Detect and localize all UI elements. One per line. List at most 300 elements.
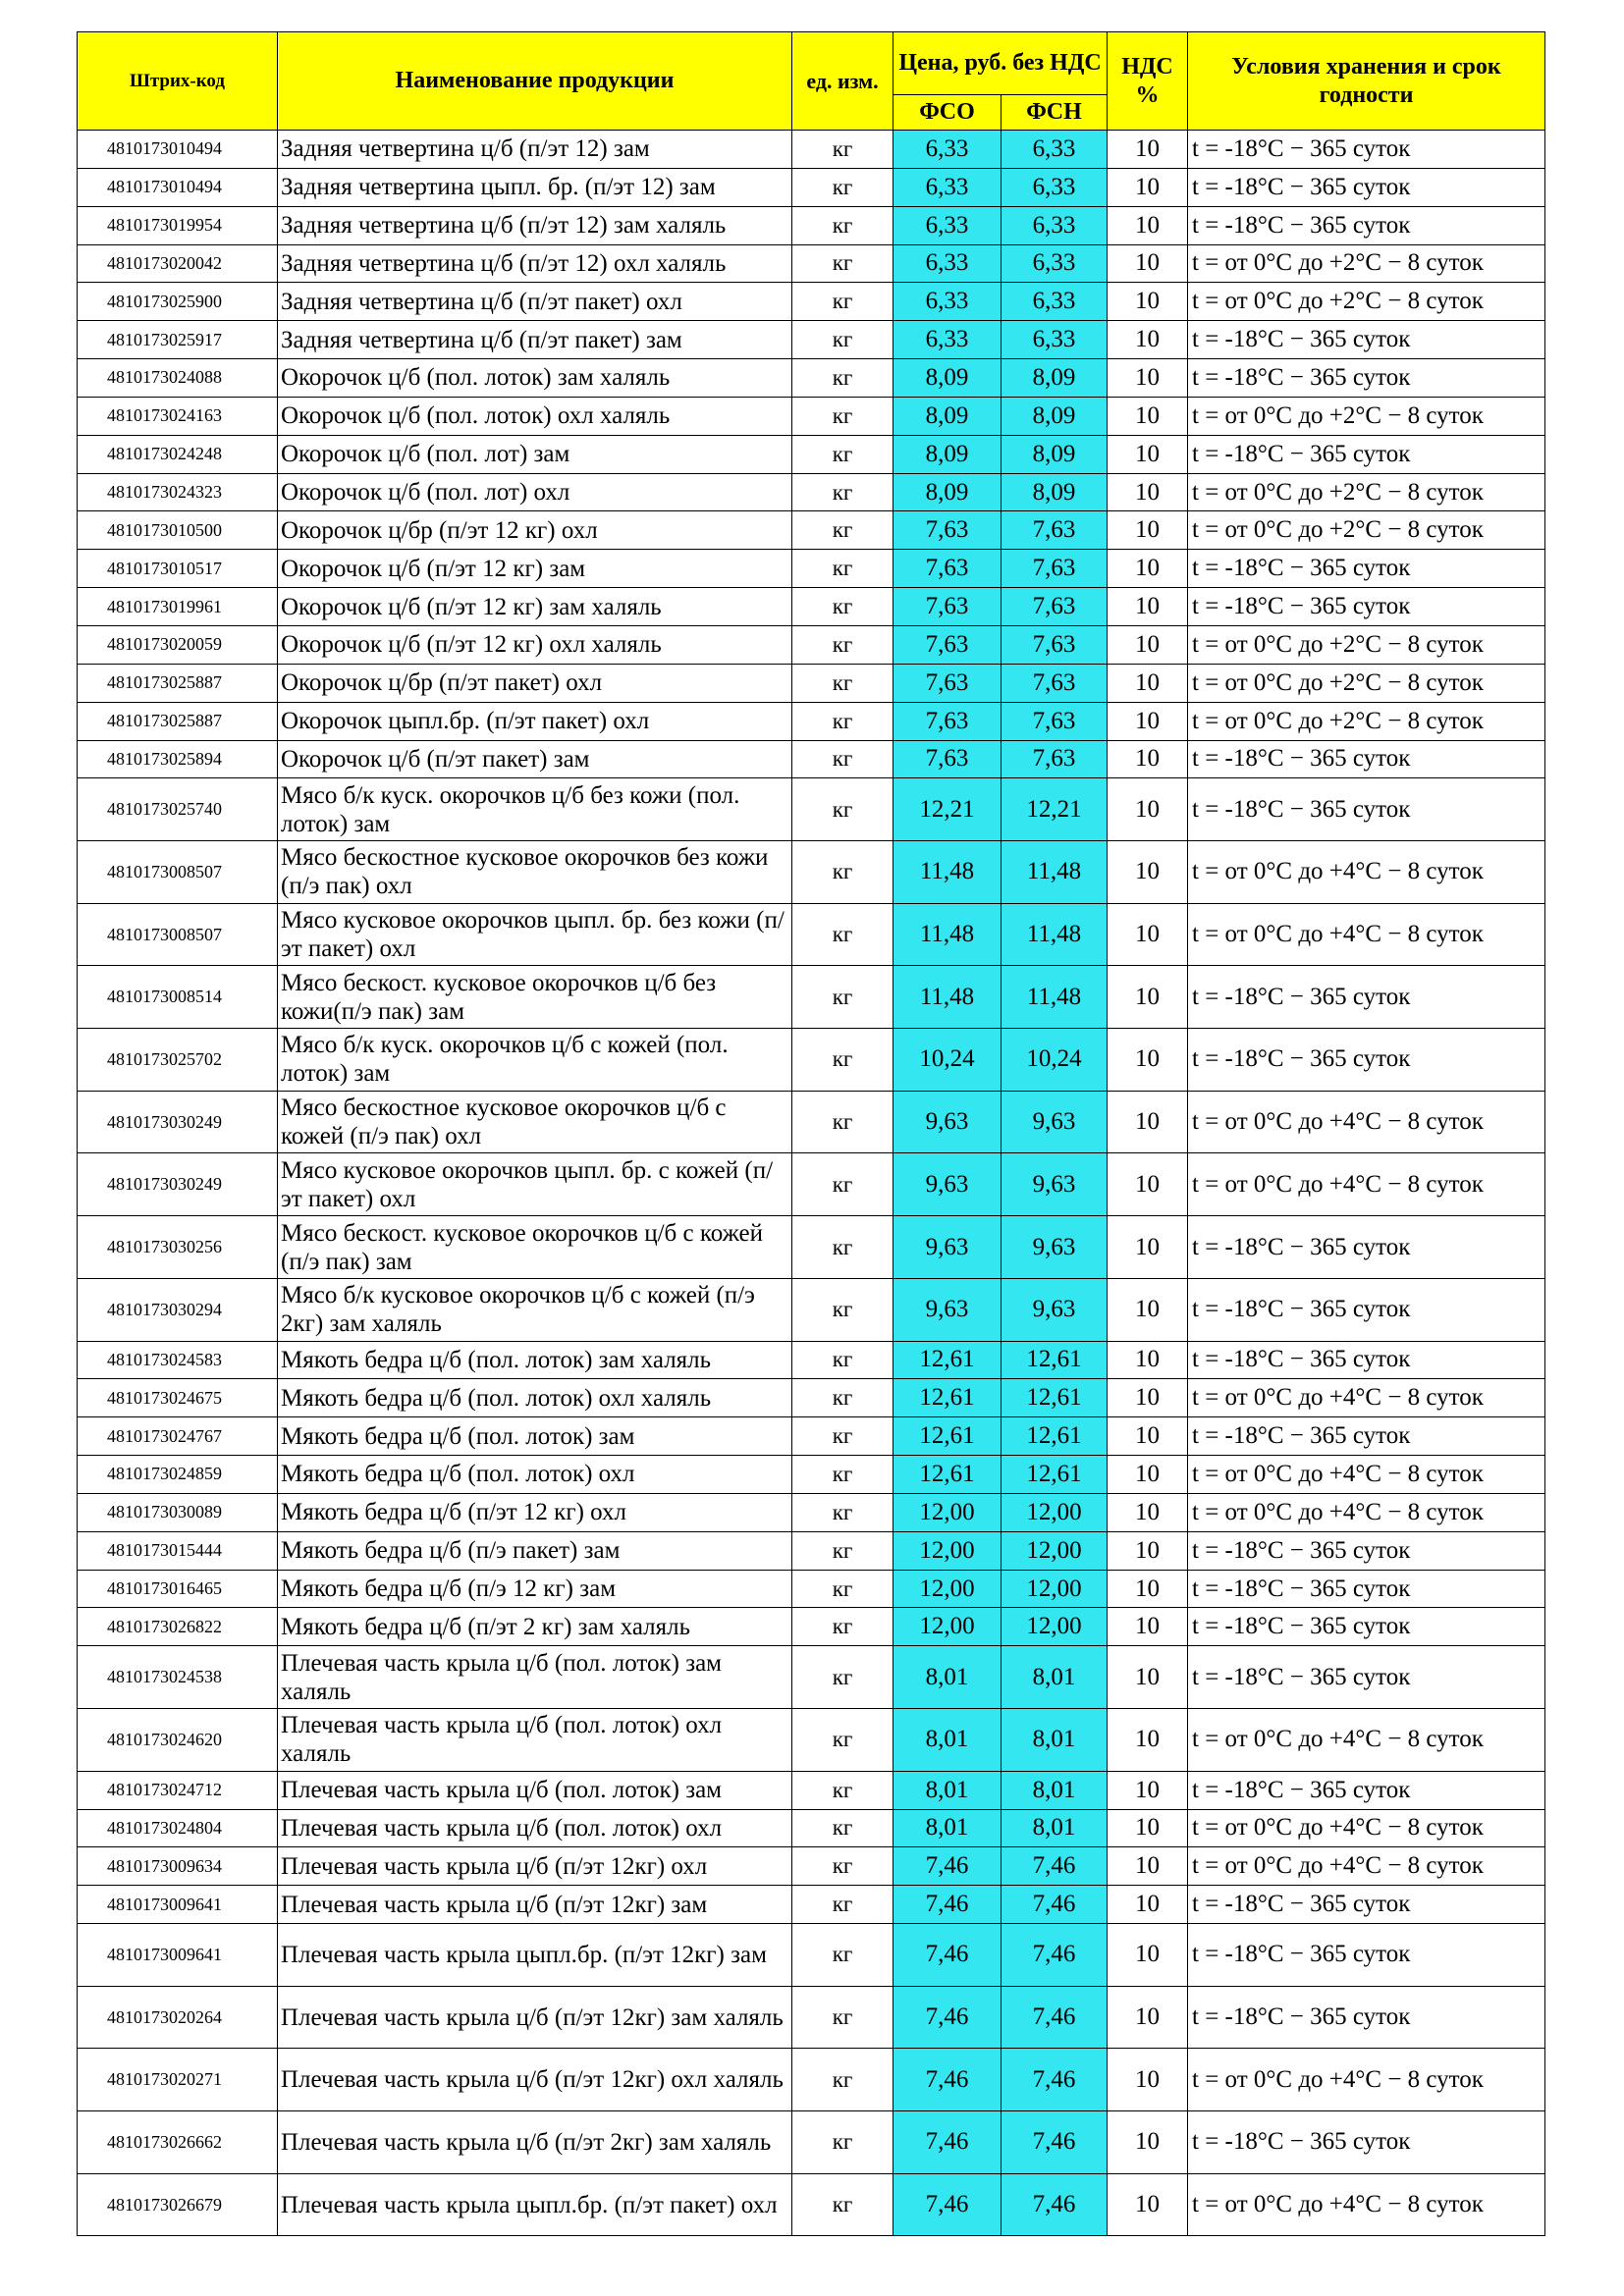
vat-cell: 10 bbox=[1108, 321, 1188, 359]
storage-cell: t = от 0°C до +2°C − 8 суток bbox=[1188, 244, 1545, 283]
vat-cell: 10 bbox=[1108, 702, 1188, 740]
price-fsn-cell: 6,33 bbox=[1001, 244, 1108, 283]
vat-cell: 10 bbox=[1108, 1091, 1188, 1153]
unit-cell: кг bbox=[792, 664, 893, 702]
table-row bbox=[78, 1091, 1545, 1153]
unit-cell: кг bbox=[792, 966, 893, 1029]
barcode-cell: 4810173030089 bbox=[78, 1493, 278, 1531]
product-name-cell: Окорочок ц/бр (п/эт пакет) охл bbox=[278, 664, 792, 702]
vat-cell: 10 bbox=[1108, 1379, 1188, 1417]
product-name-cell: Плечевая часть крыла ц/б (п/эт 2кг) зам халяль bbox=[278, 2111, 792, 2174]
price-fso-cell: 8,01 bbox=[893, 1646, 1001, 1709]
table-header bbox=[78, 32, 1545, 131]
unit-cell: кг bbox=[792, 1886, 893, 1924]
vat-cell: 10 bbox=[1108, 1646, 1188, 1709]
price-fsn-cell: 6,33 bbox=[1001, 168, 1108, 206]
storage-cell: t = от 0°C до +4°C − 8 суток bbox=[1188, 1809, 1545, 1847]
price-fsn-cell: 6,33 bbox=[1001, 131, 1108, 169]
product-name-cell: Окорочок ц/б (п/эт 12 кг) охл халяль bbox=[278, 625, 792, 664]
product-name-cell: Мясо бескостное кусковое окорочков без кожи (п/э пак) охл bbox=[278, 841, 792, 904]
unit-cell: кг bbox=[792, 1341, 893, 1379]
price-fso-cell: 12,00 bbox=[893, 1531, 1001, 1570]
price-fsn-cell: 7,63 bbox=[1001, 740, 1108, 778]
product-name-cell: Задняя четвертина ц/б (п/эт 12) зам халяль bbox=[278, 206, 792, 244]
unit-cell: кг bbox=[792, 1379, 893, 1417]
unit-cell: кг bbox=[792, 1531, 893, 1570]
unit-cell: кг bbox=[792, 1708, 893, 1771]
table-row bbox=[78, 1493, 1545, 1531]
price-fsn-cell: 12,21 bbox=[1001, 778, 1108, 841]
product-name-cell: Мясо бескост. кусковое окорочков ц/б без кожи(п/э пак) зам bbox=[278, 966, 792, 1029]
table-row bbox=[78, 1379, 1545, 1417]
product-name-cell: Окорочок ц/б (пол. лоток) охл халяль bbox=[278, 397, 792, 435]
vat-cell: 10 bbox=[1108, 841, 1188, 904]
vat-cell: 10 bbox=[1108, 131, 1188, 169]
vat-cell: 10 bbox=[1108, 778, 1188, 841]
table-row bbox=[78, 550, 1545, 588]
storage-cell: t = -18°C − 365 суток bbox=[1188, 1646, 1545, 1709]
vat-cell: 10 bbox=[1108, 1608, 1188, 1646]
vat-cell: 10 bbox=[1108, 625, 1188, 664]
product-name-cell: Мякоть бедра ц/б (пол. лоток) охл халяль bbox=[278, 1379, 792, 1417]
table-row bbox=[78, 1986, 1545, 2049]
product-name-cell: Мякоть бедра ц/б (пол. лоток) зам bbox=[278, 1417, 792, 1456]
storage-cell: t = -18°C − 365 суток bbox=[1188, 206, 1545, 244]
product-name-cell: Мякоть бедра ц/б (пол. лоток) зам халяль bbox=[278, 1341, 792, 1379]
price-fso-cell: 12,00 bbox=[893, 1493, 1001, 1531]
storage-cell: t = -18°C − 365 суток bbox=[1188, 778, 1545, 841]
vat-cell: 10 bbox=[1108, 1771, 1188, 1809]
table-row bbox=[78, 1809, 1545, 1847]
storage-cell: t = -18°C − 365 суток bbox=[1188, 321, 1545, 359]
vat-cell: 10 bbox=[1108, 740, 1188, 778]
unit-cell: кг bbox=[792, 511, 893, 550]
unit-cell: кг bbox=[792, 397, 893, 435]
storage-cell: t = -18°C − 365 суток bbox=[1188, 966, 1545, 1029]
unit-cell: кг bbox=[792, 131, 893, 169]
barcode-cell: 4810173024767 bbox=[78, 1417, 278, 1456]
header-price: Цена, руб. без НДС bbox=[893, 32, 1108, 95]
storage-cell: t = от 0°C до +2°C − 8 суток bbox=[1188, 664, 1545, 702]
barcode-cell: 4810173025887 bbox=[78, 664, 278, 702]
storage-cell: t = -18°C − 365 суток bbox=[1188, 740, 1545, 778]
price-fsn-cell: 12,00 bbox=[1001, 1608, 1108, 1646]
storage-cell: t = -18°C − 365 суток bbox=[1188, 1570, 1545, 1608]
barcode-cell: 4810173008514 bbox=[78, 966, 278, 1029]
barcode-cell: 4810173024088 bbox=[78, 359, 278, 398]
storage-cell: t = от 0°C до +2°C − 8 суток bbox=[1188, 473, 1545, 511]
header-name: Наименование продукции bbox=[278, 32, 792, 131]
storage-cell: t = -18°C − 365 суток bbox=[1188, 1417, 1545, 1456]
price-fso-cell: 10,24 bbox=[893, 1029, 1001, 1092]
table-row bbox=[78, 664, 1545, 702]
price-fso-cell: 8,01 bbox=[893, 1708, 1001, 1771]
table-row bbox=[78, 1771, 1545, 1809]
barcode-cell: 4810173026679 bbox=[78, 2173, 278, 2236]
price-fso-cell: 12,61 bbox=[893, 1456, 1001, 1494]
price-fso-cell: 9,63 bbox=[893, 1278, 1001, 1341]
barcode-cell: 4810173024620 bbox=[78, 1708, 278, 1771]
vat-cell: 10 bbox=[1108, 1847, 1188, 1886]
barcode-cell: 4810173010494 bbox=[78, 131, 278, 169]
table-row bbox=[78, 1847, 1545, 1886]
price-fso-cell: 6,33 bbox=[893, 131, 1001, 169]
table-row bbox=[78, 1029, 1545, 1092]
storage-cell: t = от 0°C до +4°C − 8 суток bbox=[1188, 1847, 1545, 1886]
vat-cell: 10 bbox=[1108, 244, 1188, 283]
price-fsn-cell: 6,33 bbox=[1001, 206, 1108, 244]
storage-cell: t = от 0°C до +4°C − 8 суток bbox=[1188, 1456, 1545, 1494]
product-name-cell: Мясо кусковое окорочков цыпл. бр. с кожей (п/эт пакет) охл bbox=[278, 1153, 792, 1216]
price-fsn-cell: 12,00 bbox=[1001, 1531, 1108, 1570]
unit-cell: кг bbox=[792, 778, 893, 841]
storage-cell: t = от 0°C до +4°C − 8 суток bbox=[1188, 1091, 1545, 1153]
price-fso-cell: 12,00 bbox=[893, 1608, 1001, 1646]
price-fso-cell: 8,01 bbox=[893, 1809, 1001, 1847]
product-name-cell: Окорочок ц/б (пол. лот) зам bbox=[278, 435, 792, 473]
price-fso-cell: 7,63 bbox=[893, 702, 1001, 740]
table-row bbox=[78, 1417, 1545, 1456]
unit-cell: кг bbox=[792, 244, 893, 283]
table-row bbox=[78, 2111, 1545, 2174]
unit-cell: кг bbox=[792, 2173, 893, 2236]
vat-cell: 10 bbox=[1108, 206, 1188, 244]
price-fsn-cell: 6,33 bbox=[1001, 321, 1108, 359]
barcode-cell: 4810173024163 bbox=[78, 397, 278, 435]
table-row bbox=[78, 1708, 1545, 1771]
vat-cell: 10 bbox=[1108, 1029, 1188, 1092]
price-fsn-cell: 9,63 bbox=[1001, 1216, 1108, 1279]
table-row bbox=[78, 966, 1545, 1029]
unit-cell: кг bbox=[792, 473, 893, 511]
vat-cell: 10 bbox=[1108, 1153, 1188, 1216]
price-fso-cell: 8,09 bbox=[893, 359, 1001, 398]
product-name-cell: Окорочок ц/б (п/эт 12 кг) зам халяль bbox=[278, 588, 792, 626]
unit-cell: кг bbox=[792, 1924, 893, 1987]
table-row bbox=[78, 1646, 1545, 1709]
price-fso-cell: 8,09 bbox=[893, 473, 1001, 511]
storage-cell: t = -18°C − 365 суток bbox=[1188, 2111, 1545, 2174]
price-fsn-cell: 7,46 bbox=[1001, 2111, 1108, 2174]
vat-cell: 10 bbox=[1108, 550, 1188, 588]
table-row bbox=[78, 1531, 1545, 1570]
product-name-cell: Задняя четвертина цыпл. бр. (п/эт 12) зам bbox=[278, 168, 792, 206]
table-row bbox=[78, 435, 1545, 473]
product-name-cell: Задняя четвертина ц/б (п/эт пакет) зам bbox=[278, 321, 792, 359]
unit-cell: кг bbox=[792, 1091, 893, 1153]
table-row bbox=[78, 321, 1545, 359]
barcode-cell: 4810173025740 bbox=[78, 778, 278, 841]
product-name-cell: Мясо бескост. кусковое окорочков ц/б с кожей (п/э пак) зам bbox=[278, 1216, 792, 1279]
unit-cell: кг bbox=[792, 1771, 893, 1809]
barcode-cell: 4810173010494 bbox=[78, 168, 278, 206]
vat-cell: 10 bbox=[1108, 2049, 1188, 2111]
table-row bbox=[78, 740, 1545, 778]
price-fsn-cell: 9,63 bbox=[1001, 1153, 1108, 1216]
price-fso-cell: 7,63 bbox=[893, 588, 1001, 626]
table-row bbox=[78, 702, 1545, 740]
price-table bbox=[77, 31, 1545, 2236]
price-fsn-cell: 9,63 bbox=[1001, 1278, 1108, 1341]
product-name-cell: Мясо кусковое окорочков цыпл. бр. без кожи (п/эт пакет) охл bbox=[278, 903, 792, 966]
product-name-cell: Окорочок ц/б (пол. лоток) зам халяль bbox=[278, 359, 792, 398]
price-fsn-cell: 11,48 bbox=[1001, 841, 1108, 904]
price-fso-cell: 7,63 bbox=[893, 664, 1001, 702]
barcode-cell: 4810173024583 bbox=[78, 1341, 278, 1379]
barcode-cell: 4810173030249 bbox=[78, 1153, 278, 1216]
barcode-cell: 4810173030249 bbox=[78, 1091, 278, 1153]
unit-cell: кг bbox=[792, 359, 893, 398]
table-row bbox=[78, 2173, 1545, 2236]
price-fso-cell: 7,63 bbox=[893, 511, 1001, 550]
unit-cell: кг bbox=[792, 2111, 893, 2174]
table-row bbox=[78, 359, 1545, 398]
unit-cell: кг bbox=[792, 435, 893, 473]
unit-cell: кг bbox=[792, 283, 893, 321]
vat-cell: 10 bbox=[1108, 1278, 1188, 1341]
vat-cell: 10 bbox=[1108, 168, 1188, 206]
unit-cell: кг bbox=[792, 206, 893, 244]
barcode-cell: 4810173019954 bbox=[78, 206, 278, 244]
table-row bbox=[78, 1216, 1545, 1279]
unit-cell: кг bbox=[792, 1847, 893, 1886]
price-fsn-cell: 8,01 bbox=[1001, 1809, 1108, 1847]
table-row bbox=[78, 283, 1545, 321]
header-storage: Условия хранения и срок годности bbox=[1188, 32, 1545, 131]
product-name-cell: Плечевая часть крыла ц/б (пол. лоток) зам bbox=[278, 1771, 792, 1809]
barcode-cell: 4810173024675 bbox=[78, 1379, 278, 1417]
price-fso-cell: 6,33 bbox=[893, 321, 1001, 359]
price-fsn-cell: 8,09 bbox=[1001, 397, 1108, 435]
barcode-cell: 4810173015444 bbox=[78, 1531, 278, 1570]
barcode-cell: 4810173008507 bbox=[78, 903, 278, 966]
barcode-cell: 4810173010517 bbox=[78, 550, 278, 588]
price-fso-cell: 12,61 bbox=[893, 1341, 1001, 1379]
product-name-cell: Задняя четвертина ц/б (п/эт пакет) охл bbox=[278, 283, 792, 321]
unit-cell: кг bbox=[792, 1153, 893, 1216]
barcode-cell: 4810173026822 bbox=[78, 1608, 278, 1646]
storage-cell: t = -18°C − 365 суток bbox=[1188, 1608, 1545, 1646]
price-fso-cell: 6,33 bbox=[893, 206, 1001, 244]
barcode-cell: 4810173019961 bbox=[78, 588, 278, 626]
product-name-cell: Мякоть бедра ц/б (п/э пакет) зам bbox=[278, 1531, 792, 1570]
vat-cell: 10 bbox=[1108, 1531, 1188, 1570]
vat-cell: 10 bbox=[1108, 1493, 1188, 1531]
table-row bbox=[78, 206, 1545, 244]
storage-cell: t = -18°C − 365 суток bbox=[1188, 1771, 1545, 1809]
barcode-cell: 4810173030294 bbox=[78, 1278, 278, 1341]
price-fsn-cell: 8,01 bbox=[1001, 1771, 1108, 1809]
storage-cell: t = -18°C − 365 суток bbox=[1188, 1341, 1545, 1379]
price-fso-cell: 11,48 bbox=[893, 903, 1001, 966]
storage-cell: t = -18°C − 365 суток bbox=[1188, 168, 1545, 206]
vat-cell: 10 bbox=[1108, 511, 1188, 550]
table-row bbox=[78, 244, 1545, 283]
storage-cell: t = -18°C − 365 суток bbox=[1188, 1986, 1545, 2049]
vat-cell: 10 bbox=[1108, 435, 1188, 473]
barcode-cell: 4810173020042 bbox=[78, 244, 278, 283]
vat-cell: 10 bbox=[1108, 664, 1188, 702]
price-fso-cell: 8,09 bbox=[893, 397, 1001, 435]
price-fso-cell: 8,01 bbox=[893, 1771, 1001, 1809]
vat-cell: 10 bbox=[1108, 397, 1188, 435]
product-name-cell: Плечевая часть крыла ц/б (п/эт 12кг) зам bbox=[278, 1886, 792, 1924]
price-fsn-cell: 8,09 bbox=[1001, 359, 1108, 398]
price-fsn-cell: 12,61 bbox=[1001, 1456, 1108, 1494]
table-row bbox=[78, 1341, 1545, 1379]
unit-cell: кг bbox=[792, 1809, 893, 1847]
unit-cell: кг bbox=[792, 1986, 893, 2049]
product-name-cell: Мясо б/к куск. окорочков ц/б без кожи (пол. лоток) зам bbox=[278, 778, 792, 841]
product-name-cell: Плечевая часть крыла цыпл.бр. (п/эт пакет) охл bbox=[278, 2173, 792, 2236]
vat-cell: 10 bbox=[1108, 2173, 1188, 2236]
price-fso-cell: 7,63 bbox=[893, 550, 1001, 588]
barcode-cell: 4810173025894 bbox=[78, 740, 278, 778]
product-name-cell: Мякоть бедра ц/б (п/эт 12 кг) охл bbox=[278, 1493, 792, 1531]
table-body bbox=[78, 131, 1545, 2236]
price-fso-cell: 7,46 bbox=[893, 2111, 1001, 2174]
storage-cell: t = от 0°C до +2°C − 8 суток bbox=[1188, 283, 1545, 321]
storage-cell: t = от 0°C до +4°C − 8 суток bbox=[1188, 2049, 1545, 2111]
vat-cell: 10 bbox=[1108, 588, 1188, 626]
header-fso: ФСО bbox=[893, 95, 1001, 131]
price-fsn-cell: 7,46 bbox=[1001, 2049, 1108, 2111]
product-name-cell: Плечевая часть крыла ц/б (пол. лоток) охл bbox=[278, 1809, 792, 1847]
storage-cell: t = -18°C − 365 суток bbox=[1188, 1531, 1545, 1570]
price-fsn-cell: 12,00 bbox=[1001, 1493, 1108, 1531]
product-name-cell: Окорочок ц/бр (п/эт 12 кг) охл bbox=[278, 511, 792, 550]
barcode-cell: 4810173020264 bbox=[78, 1986, 278, 2049]
storage-cell: t = -18°C − 365 суток bbox=[1188, 435, 1545, 473]
price-fso-cell: 7,46 bbox=[893, 1924, 1001, 1987]
price-fso-cell: 6,33 bbox=[893, 168, 1001, 206]
price-fso-cell: 12,00 bbox=[893, 1570, 1001, 1608]
unit-cell: кг bbox=[792, 1493, 893, 1531]
price-fso-cell: 8,09 bbox=[893, 435, 1001, 473]
table-row bbox=[78, 1456, 1545, 1494]
price-fsn-cell: 12,61 bbox=[1001, 1379, 1108, 1417]
price-fso-cell: 12,61 bbox=[893, 1379, 1001, 1417]
price-fso-cell: 7,46 bbox=[893, 2173, 1001, 2236]
barcode-cell: 4810173025917 bbox=[78, 321, 278, 359]
price-fso-cell: 12,61 bbox=[893, 1417, 1001, 1456]
barcode-cell: 4810173009641 bbox=[78, 1924, 278, 1987]
price-fsn-cell: 9,63 bbox=[1001, 1091, 1108, 1153]
price-fsn-cell: 7,63 bbox=[1001, 702, 1108, 740]
storage-cell: t = от 0°C до +4°C − 8 суток bbox=[1188, 2173, 1545, 2236]
storage-cell: t = от 0°C до +2°C − 8 суток bbox=[1188, 397, 1545, 435]
barcode-cell: 4810173024323 bbox=[78, 473, 278, 511]
barcode-cell: 4810173024859 bbox=[78, 1456, 278, 1494]
vat-cell: 10 bbox=[1108, 1986, 1188, 2049]
vat-cell: 10 bbox=[1108, 2111, 1188, 2174]
price-fsn-cell: 7,63 bbox=[1001, 625, 1108, 664]
price-fsn-cell: 7,46 bbox=[1001, 1924, 1108, 1987]
storage-cell: t = -18°C − 365 суток bbox=[1188, 131, 1545, 169]
storage-cell: t = от 0°C до +4°C − 8 суток bbox=[1188, 903, 1545, 966]
unit-cell: кг bbox=[792, 321, 893, 359]
price-fsn-cell: 12,61 bbox=[1001, 1417, 1108, 1456]
product-name-cell: Мякоть бедра ц/б (пол. лоток) охл bbox=[278, 1456, 792, 1494]
table-row bbox=[78, 168, 1545, 206]
price-fso-cell: 9,63 bbox=[893, 1091, 1001, 1153]
product-name-cell: Мясо б/к кусковое окорочков ц/б с кожей (п/э 2кг) зам халяль bbox=[278, 1278, 792, 1341]
product-name-cell: Окорочок цыпл.бр. (п/эт пакет) охл bbox=[278, 702, 792, 740]
price-fsn-cell: 8,01 bbox=[1001, 1708, 1108, 1771]
price-fso-cell: 7,46 bbox=[893, 1847, 1001, 1886]
table-row bbox=[78, 1570, 1545, 1608]
unit-cell: кг bbox=[792, 740, 893, 778]
storage-cell: t = от 0°C до +4°C − 8 суток bbox=[1188, 1153, 1545, 1216]
table-row bbox=[78, 841, 1545, 904]
unit-cell: кг bbox=[792, 625, 893, 664]
header-unit: ед. изм. bbox=[792, 32, 893, 131]
barcode-cell: 4810173010500 bbox=[78, 511, 278, 550]
vat-cell: 10 bbox=[1108, 359, 1188, 398]
product-name-cell: Плечевая часть крыла ц/б (п/эт 12кг) охл халяль bbox=[278, 2049, 792, 2111]
price-fso-cell: 11,48 bbox=[893, 966, 1001, 1029]
product-name-cell: Окорочок ц/б (п/эт 12 кг) зам bbox=[278, 550, 792, 588]
vat-cell: 10 bbox=[1108, 1924, 1188, 1987]
table-row bbox=[78, 903, 1545, 966]
barcode-cell: 4810173016465 bbox=[78, 1570, 278, 1608]
unit-cell: кг bbox=[792, 168, 893, 206]
storage-cell: t = -18°C − 365 суток bbox=[1188, 1278, 1545, 1341]
table-row bbox=[78, 131, 1545, 169]
table-row bbox=[78, 588, 1545, 626]
product-name-cell: Задняя четвертина ц/б (п/эт 12) охл халяль bbox=[278, 244, 792, 283]
price-fso-cell: 12,21 bbox=[893, 778, 1001, 841]
product-name-cell: Плечевая часть крыла ц/б (пол. лоток) зам халяль bbox=[278, 1646, 792, 1709]
unit-cell: кг bbox=[792, 841, 893, 904]
storage-cell: t = -18°C − 365 суток bbox=[1188, 550, 1545, 588]
barcode-cell: 4810173024804 bbox=[78, 1809, 278, 1847]
price-fso-cell: 7,46 bbox=[893, 1886, 1001, 1924]
barcode-cell: 4810173024538 bbox=[78, 1646, 278, 1709]
table-row bbox=[78, 1278, 1545, 1341]
product-name-cell: Мякоть бедра ц/б (п/эт 2 кг) зам халяль bbox=[278, 1608, 792, 1646]
product-name-cell: Плечевая часть крыла ц/б (п/эт 12кг) зам халяль bbox=[278, 1986, 792, 2049]
price-fsn-cell: 7,46 bbox=[1001, 1986, 1108, 2049]
vat-cell: 10 bbox=[1108, 1809, 1188, 1847]
storage-cell: t = -18°C − 365 суток bbox=[1188, 588, 1545, 626]
unit-cell: кг bbox=[792, 702, 893, 740]
barcode-cell: 4810173024248 bbox=[78, 435, 278, 473]
storage-cell: t = -18°C − 365 суток bbox=[1188, 1924, 1545, 1987]
storage-cell: t = -18°C − 365 суток bbox=[1188, 1029, 1545, 1092]
price-fso-cell: 7,46 bbox=[893, 1986, 1001, 2049]
unit-cell: кг bbox=[792, 1417, 893, 1456]
price-fso-cell: 7,46 bbox=[893, 2049, 1001, 2111]
storage-cell: t = от 0°C до +2°C − 8 суток bbox=[1188, 511, 1545, 550]
product-name-cell: Плечевая часть крыла ц/б (пол. лоток) охл халяль bbox=[278, 1708, 792, 1771]
price-fsn-cell: 12,61 bbox=[1001, 1341, 1108, 1379]
price-fso-cell: 7,63 bbox=[893, 740, 1001, 778]
price-fsn-cell: 8,01 bbox=[1001, 1646, 1108, 1709]
price-fso-cell: 7,63 bbox=[893, 625, 1001, 664]
price-fsn-cell: 11,48 bbox=[1001, 966, 1108, 1029]
price-fsn-cell: 7,63 bbox=[1001, 550, 1108, 588]
vat-cell: 10 bbox=[1108, 1886, 1188, 1924]
vat-cell: 10 bbox=[1108, 1456, 1188, 1494]
table-row bbox=[78, 778, 1545, 841]
barcode-cell: 4810173025702 bbox=[78, 1029, 278, 1092]
barcode-cell: 4810173008507 bbox=[78, 841, 278, 904]
product-name-cell: Плечевая часть крыла ц/б (п/эт 12кг) охл bbox=[278, 1847, 792, 1886]
unit-cell: кг bbox=[792, 1456, 893, 1494]
vat-cell: 10 bbox=[1108, 966, 1188, 1029]
price-fsn-cell: 10,24 bbox=[1001, 1029, 1108, 1092]
